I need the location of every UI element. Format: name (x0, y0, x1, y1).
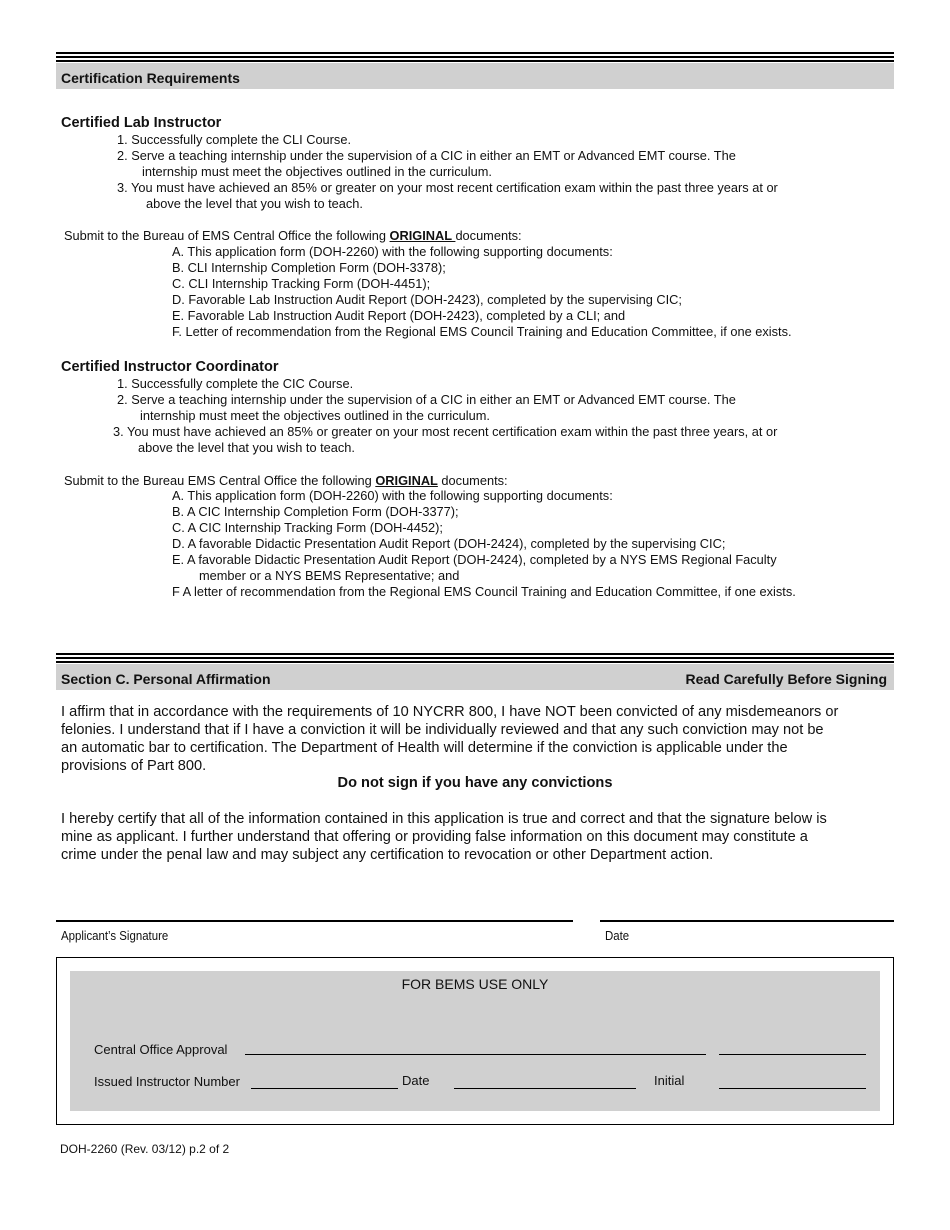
cli-item-3-cont: above the level that you wish to teach. (146, 196, 363, 211)
cic-original-emph: ORIGINAL (375, 473, 438, 488)
applicant-signature-line[interactable] (56, 920, 573, 922)
instructor-number-label: Issued Instructor Number (94, 1074, 240, 1089)
cli-doc-c: C. CLI Internship Tracking Form (DOH-4451); (172, 276, 431, 291)
cli-doc-f: F. Letter of recommendation from the Regional EMS Council Training and Education Committee, if one exists. (172, 324, 792, 339)
affirm-line-2: felonies. I understand that if I have a conviction it will be individually reviewed and that any such conviction may not be (61, 722, 824, 738)
approval-date-line[interactable] (719, 1054, 866, 1055)
cli-submit-post: documents: (455, 228, 522, 243)
affirm-line-3: an automatic bar to certification. The Department of Health will determine if the conviction is applicable under the (61, 740, 788, 756)
central-office-approval-line[interactable] (245, 1054, 706, 1055)
cic-doc-c: C. A CIC Internship Tracking Form (DOH-4452); (172, 520, 443, 535)
certify-line-2: mine as applicant. I further understand that offering or providing false information on this document may constitute a (61, 829, 808, 845)
instructor-number-line[interactable] (251, 1088, 398, 1089)
bems-shaded-panel (70, 971, 880, 1111)
bems-date-label: Date (402, 1073, 430, 1088)
cic-submit (64, 473, 508, 489)
cli-submit (64, 228, 522, 244)
cic-submit-text: Submit to the Bureau EMS Central Office the following (64, 473, 376, 488)
cic-item-2-cont: internship must meet the objectives outlined in the curriculum. (140, 408, 490, 423)
cic-item-1: 1. Successfully complete the CIC Course. (117, 376, 354, 391)
bems-date-line[interactable] (454, 1088, 636, 1089)
cic-doc-f: F A letter of recommendation from the Regional EMS Council Training and Education Committee, if one exists. (172, 584, 796, 599)
cert-req-title: Certification Requirements (61, 70, 240, 86)
bems-use-only-box (56, 957, 894, 1125)
cic-item-2: 2. Serve a teaching internship under the supervision of a CIC in either an EMT or Advanced EMT course. The (117, 392, 736, 407)
signature-date-line[interactable] (600, 920, 894, 922)
section-c-header (56, 664, 894, 690)
initial-label: Initial (654, 1073, 685, 1088)
section-c-title: Section C. Personal Affirmation (61, 671, 271, 687)
cli-item-3: 3. You must have achieved an 85% or greater on your most recent certification exam within the past three years at or (117, 180, 778, 195)
cli-item-2-cont: internship must meet the objectives outlined in the curriculum. (142, 164, 492, 179)
form-footer: DOH-2260 (Rev. 03/12) p.2 of 2 (60, 1142, 230, 1156)
affirm-line-4: provisions of Part 800. (61, 758, 207, 774)
cic-item-3: 3. You must have achieved an 85% or greater on your most recent certification exam within the past three years, at or (113, 424, 778, 439)
cli-heading: Certified Lab Instructor (61, 115, 222, 131)
signature-date-label: Date (605, 928, 630, 943)
initial-line[interactable] (719, 1088, 866, 1089)
cic-doc-d: D. A favorable Didactic Presentation Audit Report (DOH-2424), completed by the supervising CIC; (172, 536, 726, 551)
applicant-signature-label: Applicant’s Signature (61, 928, 169, 943)
read-carefully-note: Read Carefully Before Signing (685, 671, 887, 687)
conviction-warning: Do not sign if you have any convictions (337, 775, 613, 791)
cli-item-2: 2. Serve a teaching internship under the supervision of a CIC in either an EMT or Advanced EMT course. The (117, 148, 736, 163)
cic-doc-a: A. This application form (DOH-2260) with the following supporting documents: (172, 488, 613, 503)
cic-doc-b: B. A CIC Internship Completion Form (DOH-3377); (172, 504, 459, 519)
cli-item-1: 1. Successfully complete the CLI Course. (117, 132, 352, 147)
cli-original-emph: ORIGINAL (389, 228, 456, 243)
cic-item-3-cont: above the level that you wish to teach. (138, 440, 355, 455)
cli-submit-text: Submit to the Bureau of EMS Central Office the following (64, 228, 390, 243)
bems-title: FOR BEMS USE ONLY (401, 976, 549, 992)
cic-doc-e: E. A favorable Didactic Presentation Audit Report (DOH-2424), completed by a NYS EMS Regional Faculty (172, 552, 777, 567)
affirm-line-1: I affirm that in accordance with the requirements of 10 NYCRR 800, I have NOT been convicted of any misdemeanors or (61, 704, 839, 720)
cli-doc-e: E. Favorable Lab Instruction Audit Report (DOH-2423), completed by a CLI; and (172, 308, 626, 323)
cli-doc-d: D. Favorable Lab Instruction Audit Report (DOH-2423), completed by the supervising CIC; (172, 292, 682, 307)
cert-req-header (56, 63, 894, 89)
cli-doc-b: B. CLI Internship Completion Form (DOH-3378); (172, 260, 446, 275)
certify-line-3: crime under the penal law and may subject any certification to revocation or other Department action. (61, 847, 714, 863)
cic-submit-post: documents: (437, 473, 508, 488)
cic-doc-e-cont: member or a NYS BEMS Representative; and (199, 568, 460, 583)
certify-line-1: I hereby certify that all of the information contained in this application is true and correct and that the signature below is (61, 811, 827, 827)
central-office-approval-label: Central Office Approval (94, 1042, 228, 1057)
cli-doc-a: A. This application form (DOH-2260) with the following supporting documents: (172, 244, 613, 259)
cic-heading: Certified Instructor Coordinator (61, 359, 279, 375)
